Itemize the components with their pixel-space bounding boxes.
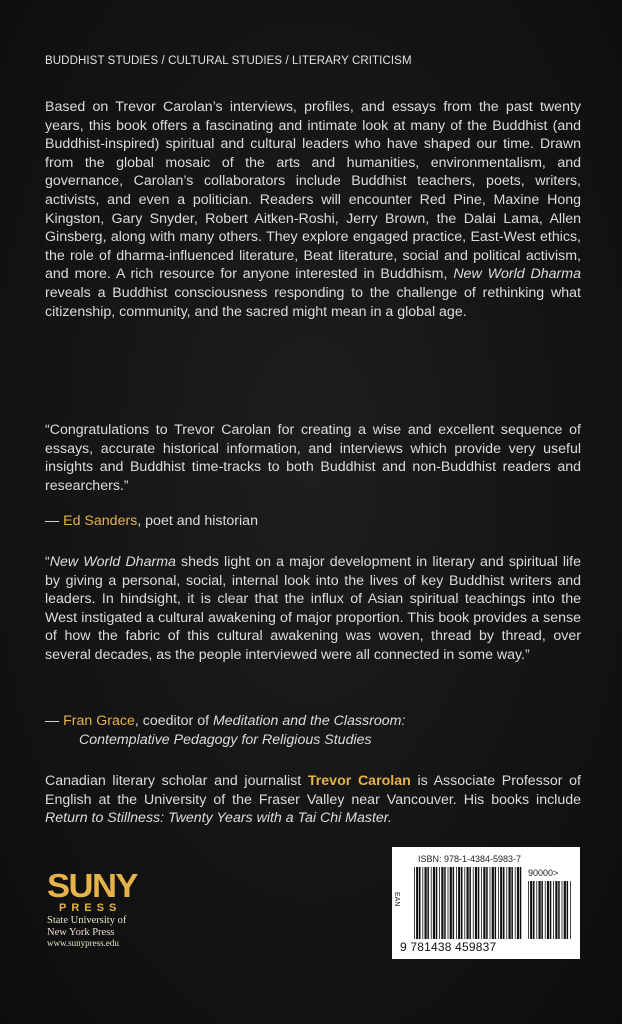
barcode-bar (567, 881, 569, 939)
barcode-bar (467, 867, 469, 939)
barcode-bar (545, 881, 546, 939)
barcode-bar (506, 867, 507, 939)
barcode-bar (530, 881, 532, 939)
barcode-bar (458, 867, 460, 939)
publisher-name-line: New York Press (47, 926, 115, 938)
barcode-bar (461, 867, 463, 939)
publisher-url: www.sunypress.edu (47, 938, 119, 948)
barcode-bar (448, 867, 449, 939)
book-description: Based on Trevor Carolan’s interviews, profiles, and essays from the past twenty years, this book offers a fascinating and intimate look at many of the Buddhist (and Buddhist-inspired) spiritual and cultural leaders who have shaped our time. Drawn from the global mosaic of the arts and humanities, environmentalism, and governance, Carolan’s collaborators include Buddhist teachers, poets, writers, activists, and even a politician. Readers will encounter Red Pine, Maxine Hong Kingston, Gary Snyder, Robert Aitken-Roshi, Jerry Brown, the Dalai Lama, Allen Ginsberg, along with many others. They explore engaged practice, East-West ethics, the role of dharma-influenced literature, Beat literature, social and political activism, and more. A rich resource for anyone interested in Buddhism, New World Dharma reveals a Buddhist consciousness responding to the challenge of rethinking what citizenship, community, and the sacred might mean in a global age. (45, 99, 581, 320)
barcode-bar (536, 881, 537, 939)
barcode-bar (509, 867, 511, 939)
barcode-bar (503, 867, 505, 939)
barcode-bar (520, 867, 522, 939)
ean-barcode-bars (414, 867, 522, 939)
barcode-bar (539, 881, 541, 939)
barcode-bar (425, 867, 427, 939)
barcode-bar (450, 867, 452, 939)
barcode-bar (495, 867, 497, 939)
barcode-bar (483, 867, 485, 939)
barcode-bar (436, 867, 438, 939)
barcode-bar (433, 867, 435, 939)
barcode-bar (492, 867, 494, 939)
book-title-inline: New World Dharma (49, 554, 176, 570)
barcode-bar (439, 867, 440, 939)
endorser-name: Fran Grace (63, 713, 135, 729)
endorsement-attribution: — Fran Grace, coeditor of Meditation and the Classroom: Contemplative Pedagogy for Religious Studies (45, 713, 406, 748)
barcode-bar (414, 867, 415, 939)
price-barcode-bars (528, 881, 572, 939)
barcode-bar (431, 867, 432, 939)
barcode-bar (547, 881, 549, 939)
barcode-bar (498, 867, 499, 939)
price-code: 90000> (528, 868, 559, 878)
endorsement-quote: “Congratulations to Trevor Carolan for creating a wise and excellent sequence of essays, accurate historical information, and interviews which provide very useful insights and Buddhist time-tracks to both Buddhist and non-Buddhist readers and researchers.” (45, 422, 581, 494)
book-title-inline: New World Dharma (453, 266, 581, 283)
barcode-bar (416, 867, 418, 939)
publisher-logo (47, 867, 157, 949)
barcode-bar (453, 867, 455, 939)
publisher-name-line: State University of (47, 915, 127, 926)
barcode-panel (392, 847, 580, 959)
barcode-bar (464, 867, 465, 939)
barcode-bar (486, 867, 488, 939)
barcode-bar (570, 881, 571, 939)
barcode-bar (515, 867, 516, 939)
barcode-bar (427, 867, 429, 939)
barcode-bar (550, 881, 552, 939)
barcode-bar (478, 867, 480, 939)
barcode-bar (533, 881, 535, 939)
barcode-bar (475, 867, 477, 939)
barcode-bar (422, 867, 423, 939)
press-logo-text: PRESS (59, 902, 122, 914)
barcode-bar (564, 881, 566, 939)
barcode-digits: 9 781438 459837 (400, 940, 497, 954)
barcode-bar (528, 881, 529, 939)
barcode-bar (555, 881, 557, 939)
barcode-bar (558, 881, 560, 939)
barcode-bar (517, 867, 519, 939)
barcode-bar (553, 881, 554, 939)
barcode-bar (500, 867, 502, 939)
endorsement-quote: “New World Dharma sheds light on a major development in literary and spiritual life by giving a personal, social, internal look into the lives of key Buddhist writers and leaders. In hindsight, it is clear that the influx of Asian spiritual teachings into the West instigated a cultural awakening of major proportion. This book provides a sense of how the fabric of this cultural awakening was woven, thread by thread, over several decades, as the people interviewed were all connected in some way.” (45, 554, 581, 663)
barcode-bar (441, 867, 443, 939)
category-line: BUDDHIST STUDIES / CULTURAL STUDIES / LITERARY CRITICISM (45, 55, 412, 67)
barcode-bar (469, 867, 471, 939)
barcode-bar (444, 867, 446, 939)
author-name: Trevor Carolan (307, 773, 411, 789)
barcode-bar (490, 867, 491, 939)
isbn-label: ISBN: 978-1-4384-5983-7 (418, 854, 522, 864)
barcode-bar (481, 867, 482, 939)
endorsement-attribution: — Ed Sanders, poet and historian (45, 513, 258, 529)
barcode-bar (419, 867, 421, 939)
suny-logo-text: SUNY (47, 867, 137, 904)
ean-label: EAN (393, 892, 400, 907)
endorser-name: Ed Sanders (63, 513, 138, 529)
barcode-bar (511, 867, 513, 939)
barcode-bar (456, 867, 457, 939)
barcode-bar (541, 881, 543, 939)
barcode-bar (562, 881, 563, 939)
barcode-bar (473, 867, 474, 939)
author-bio: Canadian literary scholar and journalist Trevor Carolan is Associate Professor of English at the University of the Fraser Valley near Vancouver. His books include Return to Stillness: Twenty Years with a Tai Chi Master. (45, 773, 581, 827)
